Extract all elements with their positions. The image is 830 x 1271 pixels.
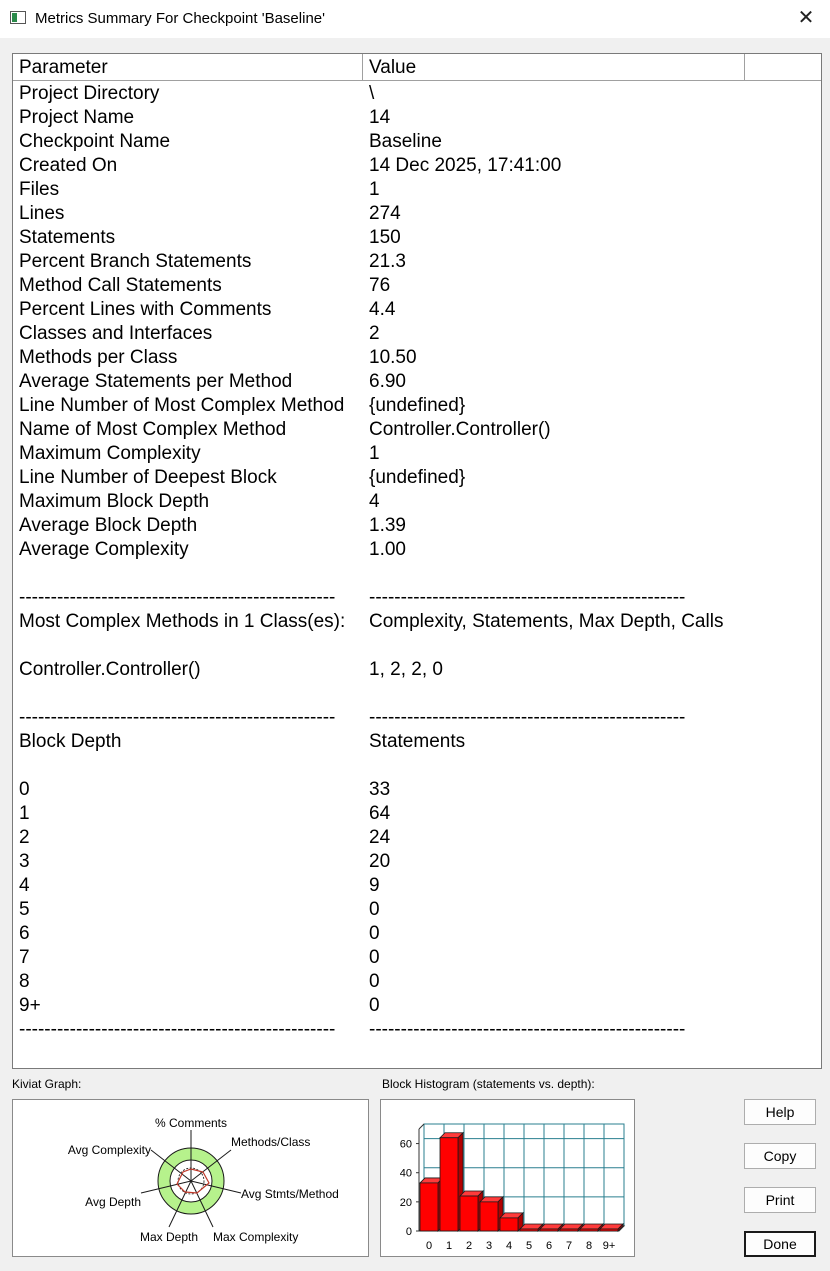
value-cell: 274 bbox=[369, 203, 401, 224]
table-row[interactable] bbox=[13, 562, 821, 586]
table-row[interactable] bbox=[13, 634, 821, 658]
column-header-empty bbox=[745, 54, 821, 80]
parameter-cell: Name of Most Complex Method bbox=[19, 419, 287, 440]
copy-button[interactable]: Copy bbox=[744, 1143, 816, 1169]
parameter-cell: Controller.Controller() bbox=[19, 659, 201, 680]
kiviat-axis-avg-complexity: Avg Complexity bbox=[67, 1143, 151, 1157]
value-cell: {undefined} bbox=[369, 467, 466, 488]
value-cell: -------------------------------------------------- bbox=[369, 587, 686, 608]
table-row[interactable] bbox=[13, 226, 821, 250]
kiviat-axis-comments: % Comments bbox=[154, 1116, 228, 1130]
parameter-cell: 9+ bbox=[19, 995, 41, 1016]
parameter-cell: Files bbox=[19, 179, 60, 200]
table-row[interactable] bbox=[13, 370, 821, 394]
kiviat-graph bbox=[13, 1100, 370, 1258]
value-cell: 6.90 bbox=[369, 371, 406, 392]
value-cell: Complexity, Statements, Max Depth, Calls bbox=[369, 611, 724, 632]
value-cell: 1 bbox=[369, 179, 380, 200]
parameter-cell: 4 bbox=[19, 875, 30, 896]
value-cell: 150 bbox=[369, 227, 401, 248]
metrics-list[interactable] bbox=[12, 53, 822, 1069]
parameter-cell: 3 bbox=[19, 851, 30, 872]
table-row[interactable] bbox=[13, 346, 821, 370]
value-cell: -------------------------------------------------- bbox=[369, 1019, 686, 1040]
table-row[interactable] bbox=[13, 202, 821, 226]
table-row[interactable] bbox=[13, 658, 821, 682]
window-title: Metrics Summary For Checkpoint 'Baseline' bbox=[35, 10, 325, 27]
value-cell: 2 bbox=[369, 323, 380, 344]
value-cell: \ bbox=[369, 83, 375, 104]
parameter-cell: Maximum Complexity bbox=[19, 443, 201, 464]
parameter-cell: 5 bbox=[19, 899, 30, 920]
value-cell: 0 bbox=[369, 923, 380, 944]
table-row[interactable] bbox=[13, 322, 821, 346]
table-row[interactable] bbox=[13, 730, 821, 754]
table-row[interactable] bbox=[13, 850, 821, 874]
parameter-cell: 7 bbox=[19, 947, 30, 968]
table-row[interactable] bbox=[13, 442, 821, 466]
histogram-y-tick-label: 60 bbox=[399, 1138, 412, 1151]
table-row[interactable] bbox=[13, 394, 821, 418]
value-cell: 0 bbox=[369, 995, 380, 1016]
table-row[interactable] bbox=[13, 418, 821, 442]
table-row[interactable] bbox=[13, 274, 821, 298]
table-row[interactable] bbox=[13, 874, 821, 898]
value-cell: 21.3 bbox=[369, 251, 406, 272]
histogram-label: Block Histogram (statements vs. depth): bbox=[382, 1077, 595, 1091]
value-cell: Baseline bbox=[369, 131, 442, 152]
parameter-cell: -------------------------------------------------- bbox=[19, 707, 336, 728]
histogram-x-tick-label: 1 bbox=[445, 1240, 453, 1252]
value-cell: 24 bbox=[369, 827, 391, 848]
histogram-x-tick-label: 8 bbox=[585, 1240, 593, 1252]
parameter-cell: Created On bbox=[19, 155, 118, 176]
parameter-cell: Methods per Class bbox=[19, 347, 178, 368]
table-row[interactable] bbox=[13, 130, 821, 154]
table-row[interactable] bbox=[13, 490, 821, 514]
parameter-cell: Method Call Statements bbox=[19, 275, 222, 296]
value-cell: 0 bbox=[369, 947, 380, 968]
parameter-cell: 1 bbox=[19, 803, 30, 824]
table-row[interactable] bbox=[13, 778, 821, 802]
parameter-cell: Average Statements per Method bbox=[19, 371, 293, 392]
table-row[interactable] bbox=[13, 922, 821, 946]
kiviat-axis-avg-stmts-method: Avg Stmts/Method bbox=[241, 1187, 339, 1201]
table-row[interactable] bbox=[13, 946, 821, 970]
kiviat-axis-max-complexity: Max Complexity bbox=[213, 1230, 299, 1244]
parameter-cell: Statements bbox=[19, 227, 116, 248]
title-bar bbox=[0, 0, 830, 38]
table-row[interactable] bbox=[13, 1018, 821, 1042]
histogram-axis-corner bbox=[419, 1124, 424, 1129]
value-cell: 4 bbox=[369, 491, 380, 512]
parameter-cell: Project Directory bbox=[19, 83, 160, 104]
block-histogram bbox=[381, 1100, 636, 1258]
histogram-x-tick-label: 4 bbox=[505, 1240, 513, 1252]
parameter-cell: Project Name bbox=[19, 107, 135, 128]
value-cell: 20 bbox=[369, 851, 391, 872]
histogram-x-tick-label: 7 bbox=[565, 1240, 573, 1252]
histogram-bar bbox=[600, 1229, 618, 1231]
parameter-cell: 8 bbox=[19, 971, 30, 992]
table-row[interactable] bbox=[13, 514, 821, 538]
value-cell: 14 Dec 2025, 17:41:00 bbox=[369, 155, 562, 176]
value-cell: 64 bbox=[369, 803, 391, 824]
value-cell: 4.4 bbox=[369, 299, 396, 320]
table-row[interactable] bbox=[13, 298, 821, 322]
table-row[interactable] bbox=[13, 106, 821, 130]
done-button[interactable]: Done bbox=[744, 1231, 816, 1257]
list-header bbox=[13, 54, 821, 81]
parameter-cell: Line Number of Deepest Block bbox=[19, 467, 277, 488]
parameter-cell: 2 bbox=[19, 827, 30, 848]
histogram-y-tick-label: 40 bbox=[399, 1167, 412, 1180]
value-cell: Controller.Controller() bbox=[369, 419, 551, 440]
table-row[interactable] bbox=[13, 178, 821, 202]
value-cell: 14 bbox=[369, 107, 391, 128]
parameter-cell: -------------------------------------------------- bbox=[19, 587, 336, 608]
parameter-cell: Percent Lines with Comments bbox=[19, 299, 272, 320]
kiviat-graph-panel bbox=[12, 1099, 369, 1257]
value-cell: 10.50 bbox=[369, 347, 417, 368]
table-row[interactable] bbox=[13, 706, 821, 730]
value-cell: 1 bbox=[369, 443, 380, 464]
kiviat-axis-avg-depth: Avg Depth bbox=[85, 1195, 141, 1209]
table-row[interactable] bbox=[13, 970, 821, 994]
table-row[interactable] bbox=[13, 682, 821, 706]
value-cell: 0 bbox=[369, 899, 380, 920]
kiviat-axis-methods-class: Methods/Class bbox=[231, 1135, 311, 1149]
value-cell: 76 bbox=[369, 275, 391, 296]
app-window-icon bbox=[10, 11, 26, 24]
table-row[interactable] bbox=[13, 898, 821, 922]
histogram-bar bbox=[500, 1218, 518, 1231]
print-button[interactable]: Print bbox=[744, 1187, 816, 1213]
histogram-x-tick-label: 6 bbox=[545, 1240, 553, 1252]
parameter-cell: Lines bbox=[19, 203, 65, 224]
parameter-cell: Average Block Depth bbox=[19, 515, 198, 536]
histogram-bar bbox=[520, 1229, 538, 1231]
parameter-cell: Average Complexity bbox=[19, 539, 189, 560]
parameter-cell: Checkpoint Name bbox=[19, 131, 171, 152]
parameter-cell: Percent Branch Statements bbox=[19, 251, 252, 272]
table-row[interactable] bbox=[13, 466, 821, 490]
parameter-cell: 6 bbox=[19, 923, 30, 944]
table-row[interactable] bbox=[13, 754, 821, 778]
value-cell: 1, 2, 2, 0 bbox=[369, 659, 443, 680]
value-cell: 1.39 bbox=[369, 515, 406, 536]
parameter-cell: Block Depth bbox=[19, 731, 122, 752]
kiviat-graph-label: Kiviat Graph: bbox=[12, 1077, 82, 1091]
table-row[interactable] bbox=[13, 538, 821, 562]
column-header-parameter[interactable]: Parameter bbox=[13, 54, 363, 80]
histogram-x-tick-label: 2 bbox=[465, 1240, 473, 1252]
table-row[interactable] bbox=[13, 994, 821, 1018]
histogram-x-tick-label: 0 bbox=[425, 1240, 433, 1252]
histogram-x-tick-label: 3 bbox=[485, 1240, 493, 1252]
list-body bbox=[13, 82, 821, 1042]
table-row[interactable] bbox=[13, 826, 821, 850]
kiviat-axis-max-depth: Max Depth bbox=[139, 1230, 199, 1244]
table-row[interactable] bbox=[13, 802, 821, 826]
histogram-bar bbox=[460, 1196, 478, 1231]
table-row[interactable] bbox=[13, 586, 821, 610]
histogram-y-tick-label: 0 bbox=[405, 1226, 412, 1238]
histogram-bar bbox=[420, 1183, 438, 1231]
table-row[interactable] bbox=[13, 250, 821, 274]
value-cell: 33 bbox=[369, 779, 391, 800]
table-row[interactable] bbox=[13, 610, 821, 634]
histogram-y-tick-label: 20 bbox=[399, 1196, 412, 1209]
parameter-cell: 0 bbox=[19, 779, 30, 800]
value-cell: 1.00 bbox=[369, 539, 406, 560]
close-icon[interactable]: ✕ bbox=[797, 7, 815, 29]
value-cell: -------------------------------------------------- bbox=[369, 707, 686, 728]
value-cell: {undefined} bbox=[369, 395, 466, 416]
histogram-x-tick-label: 5 bbox=[525, 1240, 533, 1252]
value-cell: Statements bbox=[369, 731, 466, 752]
parameter-cell: Most Complex Methods in 1 Class(es): bbox=[19, 611, 346, 632]
help-button[interactable]: Help bbox=[744, 1099, 816, 1125]
histogram-x-tick-label: 9+ bbox=[602, 1240, 616, 1252]
parameter-cell: Classes and Interfaces bbox=[19, 323, 213, 344]
histogram-bar bbox=[560, 1229, 578, 1231]
parameter-cell: Maximum Block Depth bbox=[19, 491, 210, 512]
histogram-panel bbox=[380, 1099, 635, 1257]
value-cell: 0 bbox=[369, 971, 380, 992]
histogram-bar bbox=[580, 1229, 598, 1231]
table-row[interactable] bbox=[13, 154, 821, 178]
histogram-bar bbox=[540, 1229, 558, 1231]
histogram-bar bbox=[440, 1138, 458, 1231]
parameter-cell: Line Number of Most Complex Method bbox=[19, 395, 345, 416]
table-row[interactable] bbox=[13, 82, 821, 106]
histogram-bar bbox=[480, 1202, 498, 1231]
parameter-cell: -------------------------------------------------- bbox=[19, 1019, 336, 1040]
column-header-value[interactable]: Value bbox=[363, 54, 745, 80]
value-cell: 9 bbox=[369, 875, 380, 896]
